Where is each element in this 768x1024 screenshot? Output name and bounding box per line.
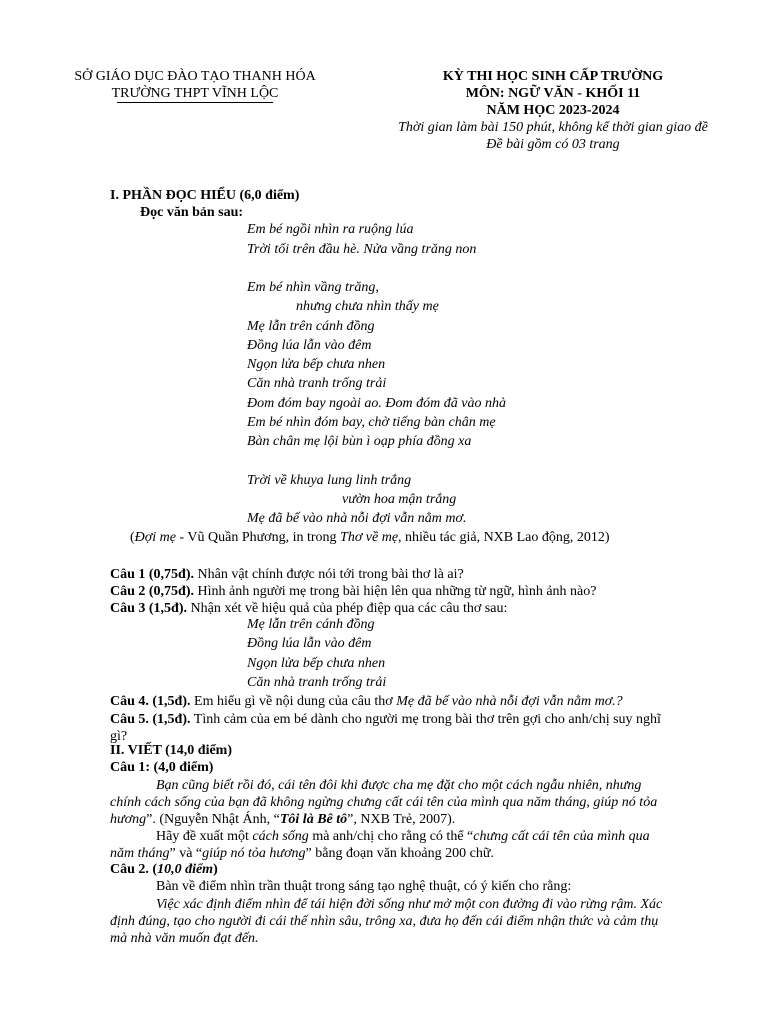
question-text: Em hiểu gì về nội dung của câu thơ [190, 694, 397, 709]
c1-cite-book: Tôi là Bê tô [279, 812, 348, 827]
question-3 [110, 601, 507, 617]
source-title-2: Thơ về mẹ [340, 530, 399, 545]
part2-c2-quote: Việc xác định điểm nhìn để tái hiện đời sống như mở một con đường đi vào rừng rậm. Xác định đúng, tạo cho người đi cái thế nhìn sâu, trông xa, đưa họ đến cái điểm nhận thức và cảm thụ mà nhà văn muốn đạt đến. [110, 897, 663, 946]
header-school: TRƯỜNG THPT VĨNH LỘC [111, 86, 279, 101]
c1-task-c: mà anh/chị cho rằng có thể “ [308, 829, 474, 844]
poem-line: Mẹ lẫn trên cánh đồng [247, 319, 375, 334]
q3-poem-line: Căn nhà tranh trống trải [247, 675, 387, 690]
poem-line: Mẹ đã bế vào nhà nỗi đợi vẫn nằm mơ. [247, 511, 467, 526]
part2-c2-label [110, 862, 218, 878]
question-text: Tình cảm của em bé dành cho người mẹ trong bài thơ trên gợi cho anh/chị suy nghĩ gì? [110, 712, 661, 744]
q3-poem-line: Đồng lúa lẫn vào đêm [247, 636, 372, 651]
header-dept: SỞ GIÁO DỤC ĐÀO TẠO THANH HÓA [74, 69, 316, 84]
poem-line: Đồng lúa lẫn vào đêm [247, 338, 372, 353]
exam-title: KỲ THI HỌC SINH CẤP TRƯỜNG [442, 69, 664, 84]
poem-line: Trời về khuya lung linh trắng [247, 473, 412, 488]
c1-task-f: giúp nó tỏa hương [202, 846, 306, 861]
question-label: Câu 5. (1,5đ). [110, 712, 191, 727]
poem-line: Căn nhà tranh trống trải [247, 376, 387, 391]
c2-label-a: Câu 2. ( [110, 862, 158, 877]
question-text: Hình ảnh người mẹ trong bài hiện lên qua những từ ngữ, hình ảnh nào? [194, 584, 597, 599]
question-5 [110, 711, 665, 745]
source-tail: , nhiều tác giả, NXB Lao động, 2012) [398, 530, 610, 545]
question-text: Nhận xét về hiệu quả của phép điệp qua các câu thơ sau: [187, 601, 508, 616]
question-label: Câu 1 (0,75đ). [110, 567, 195, 582]
question-label: Câu 2 (0,75đ). [110, 584, 195, 599]
header-school-underline [117, 102, 273, 103]
c1-quote-text: Bạn cũng biết rồi đó, cái tên đôi khi được cha mẹ đặt cho một cách ngẫu nhiên, nhưng chính cách sống của bạn đã không ngừng chưng cất cái tên của mình qua năm tháng, giúp nó tỏa hương [110, 778, 658, 827]
poem-line: nhưng chưa nhìn thấy mẹ [296, 299, 439, 314]
source-title-1: Đợi mẹ [134, 530, 176, 545]
poem-line: Trời tối trên đầu hè. Nửa vầng trăng non [247, 242, 477, 257]
c1-task-g: ” bằng đoạn văn khoảng 200 chữ. [305, 846, 494, 861]
part2-title: II. VIẾT (14,0 điểm) [110, 743, 233, 758]
poem-line: vườn hoa mận trắng [342, 492, 457, 507]
c1-cite-b: ”, NXB Trẻ, 2007). [347, 812, 456, 827]
part1-title: I. PHẦN ĐỌC HIỂU (6,0 điểm) [110, 188, 300, 203]
c1-cite-a: ”. (Nguyễn Nhật Ánh, “ [146, 812, 280, 827]
poem-line: Em bé nhìn đóm bay, chờ tiếng bàn chân mẹ [247, 415, 496, 430]
c1-task-a: Hãy đề xuất một [156, 829, 253, 844]
poem-line: Ngọn lửa bếp chưa nhen [247, 357, 386, 372]
question-text: Nhân vật chính được nói tới trong bài thơ là ai? [194, 567, 464, 582]
exam-time-note: Thời gian làm bài 150 phút, không kể thời gian giao đề [398, 120, 708, 135]
question-quote: Mẹ đã bế vào nhà nỗi đợi vẫn nằm mơ.? [396, 694, 623, 709]
poem-line: Bàn chân mẹ lội bùn ì oạp phía đồng xa [247, 434, 472, 449]
part2-c2-intro: Bàn về điểm nhìn trần thuật trong sáng tạo nghệ thuật, có ý kiến cho rằng: [156, 879, 572, 894]
source-mid: - Vũ Quần Phương, in trong [175, 530, 341, 545]
question-2 [110, 584, 596, 600]
question-label: Câu 4. (1,5đ). [110, 694, 191, 709]
exam-subject: MÔN: NGỮ VĂN - KHỐI 11 [465, 86, 641, 101]
question-label: Câu 3 (1,5đ). [110, 601, 188, 616]
q3-poem-line: Mẹ lẫn trên cánh đồng [247, 617, 375, 632]
c1-task-e: ” và “ [169, 846, 203, 861]
question-4 [110, 694, 623, 710]
exam-year: NĂM HỌC 2023-2024 [486, 103, 620, 118]
poem-line: Đom đóm bay ngoài ao. Đom đóm đã vào nhà [247, 396, 506, 411]
part2-c1-label: Câu 1: (4,0 điểm) [110, 760, 214, 775]
c1-task-d: chưng cất cái tên của mình qua năm tháng [110, 829, 650, 861]
c1-task-b: cách sống [252, 829, 309, 844]
question-1 [110, 567, 464, 583]
c2-label-c: ) [213, 862, 218, 877]
poem-line: Em bé ngồi nhìn ra ruộng lúa [247, 222, 414, 237]
q3-poem-line: Ngọn lửa bếp chưa nhen [247, 656, 386, 671]
part1-instruction: Đọc văn bản sau: [140, 205, 244, 220]
part2-c1-task [110, 828, 665, 862]
source-open: ( [130, 530, 135, 545]
exam-pages-note: Đề bài gồm có 03 trang [486, 137, 620, 152]
part2-c1-quote [110, 777, 665, 828]
poem-source [130, 530, 610, 546]
c2-label-b: 10,0 điểm [157, 862, 214, 877]
poem-line: Em bé nhìn vầng trăng, [247, 280, 379, 295]
